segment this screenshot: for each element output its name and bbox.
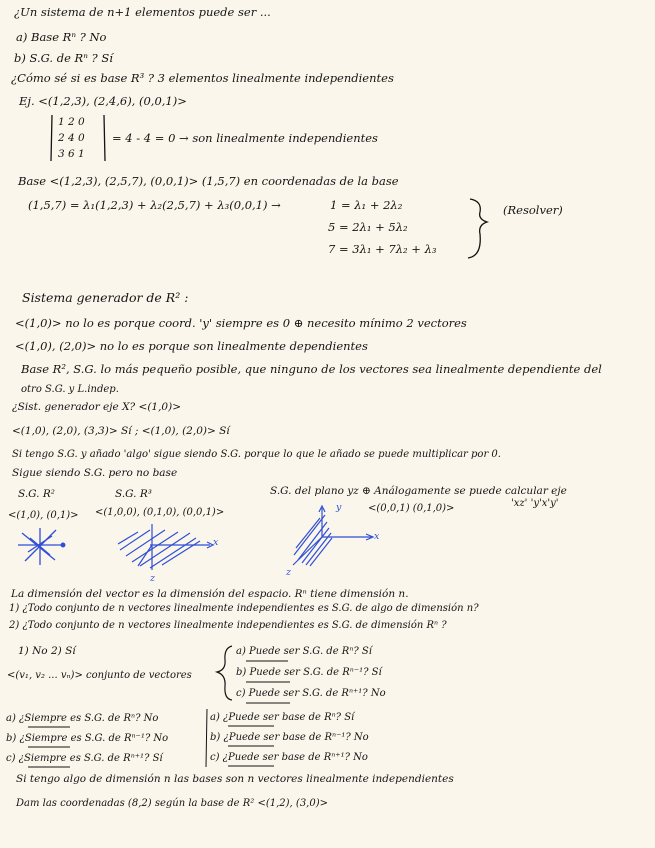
note-line-4: ¿Cómo sé si es base R³ ? 3 elementos linealmente independientes bbox=[11, 71, 394, 85]
note-line-14: ¿Sist. generador eje X? <(1,0)> bbox=[12, 401, 182, 413]
system-eq-1: 1 = λ₁ + 2λ₂ bbox=[330, 198, 403, 212]
note-line-13: otro S.G. y L.indep. bbox=[21, 384, 119, 395]
note-line-11: <(1,0), (2,0)> no lo es porque son linealmente dependientes bbox=[15, 339, 368, 353]
note-line-7: Base <(1,2,3), (2,5,7), (0,0,1)> (1,5,7) en coordenadas de la base bbox=[18, 174, 399, 188]
note-line-9: Sistema generador de R² : bbox=[22, 290, 189, 305]
note-line-16: Si tengo S.G. y añado 'algo' sigue siendo S.G. porque lo que le añado se puede multiplicar por 0. bbox=[12, 449, 501, 460]
note-line-24: Dam las coordenadas (8,2) según la base de R² <(1,2), (3,0)> bbox=[16, 798, 328, 809]
note-line-6: = 4 - 4 = 0 → son linealmente independientes bbox=[112, 131, 378, 145]
graph1-title: S.G. R² bbox=[18, 488, 55, 500]
graph3-axes: 'xz' 'y'x'y' bbox=[511, 498, 559, 509]
note-line-1: ¿Un sistema de n+1 elementos puede ser ... bbox=[14, 5, 271, 19]
note-line-20: 2) ¿Todo conjunto de n vectores linealmente independientes es S.G. de dimensión Rⁿ ? bbox=[9, 620, 447, 631]
note-line-2: a) Base Rⁿ ? No bbox=[16, 30, 107, 44]
graph2-x-label: x bbox=[213, 537, 219, 548]
det-left-bar bbox=[51, 115, 52, 161]
note-line-5: Ej. <(1,2,3), (2,4,6), (0,0,1)> bbox=[19, 94, 187, 108]
graph2-r3 bbox=[118, 524, 213, 570]
always-sg-b: b) ¿Siempre es S.G. de Rⁿ⁻¹? No bbox=[6, 733, 169, 744]
system-eq-3: 7 = 3λ₁ + 7λ₂ + λ₃ bbox=[328, 242, 437, 256]
can-be-sg-b: b) Puede ser S.G. de Rⁿ⁻¹? Sí bbox=[236, 667, 382, 678]
always-sg-a: a) ¿Siempre es S.G. de Rⁿ? No bbox=[6, 713, 159, 724]
graph2-set: <(1,0,0), (0,1,0), (0,0,1)> bbox=[95, 507, 225, 518]
resolver-label: (Resolver) bbox=[503, 203, 563, 217]
system-eq-2: 5 = 2λ₁ + 5λ₂ bbox=[328, 220, 408, 234]
options-brace bbox=[217, 646, 232, 700]
note-line-10: <(1,0)> no lo es porque coord. 'y' siempre es 0 ⊕ necesito mínimo 2 vectores bbox=[15, 316, 467, 330]
matrix-row-3: 3 6 1 bbox=[58, 148, 85, 160]
note-line-8: (1,5,7) = λ₁(1,2,3) + λ₂(2,5,7) + λ₃(0,0,1) → bbox=[28, 198, 281, 212]
can-be-base-b: b) ¿Puede ser base de Rⁿ⁻¹? No bbox=[210, 732, 369, 743]
note-line-23: Si tengo algo de dimensión n las bases son n vectores linealmente independientes bbox=[16, 773, 454, 785]
graph3-x-label: x bbox=[374, 531, 380, 542]
note-line-19: 1) ¿Todo conjunto de n vectores linealmente independientes es S.G. de algo de dimensión n? bbox=[9, 603, 479, 614]
matrix-row-1: 1 2 0 bbox=[58, 116, 85, 128]
note-line-3: b) S.G. de Rⁿ ? Sí bbox=[14, 51, 113, 65]
graph1-r2 bbox=[18, 528, 65, 565]
graph2-z-label: z bbox=[150, 573, 156, 584]
note-line-15: <(1,0), (2,0), (3,3)> Sí ; <(1,0), (2,0)> Sí bbox=[12, 425, 230, 437]
graph3-title: S.G. del plano yz ⊕ Análogamente se puede calcular eje bbox=[270, 485, 567, 497]
always-sg-c: c) ¿Siempre es S.G. de Rⁿ⁺¹? Sí bbox=[6, 753, 163, 764]
can-be-base-c: c) ¿Puede ser base de Rⁿ⁺¹? No bbox=[210, 752, 368, 763]
det-right-bar bbox=[104, 115, 105, 161]
resolver-brace bbox=[468, 199, 487, 258]
graph3-yz bbox=[293, 506, 373, 566]
note-line-17: Sigue siendo S.G. pero no base bbox=[12, 467, 178, 479]
note-line-12: Base R², S.G. lo más pequeño posible, que ninguno de los vectores sea linealmente dependiente del bbox=[21, 362, 602, 376]
column-divider bbox=[206, 709, 207, 767]
note-line-22: <(v₁, v₂ ... vₙ)> conjunto de vectores bbox=[7, 670, 192, 681]
graph1-set: <(1,0), (0,1)> bbox=[8, 510, 79, 521]
graph3-set: <(0,0,1) (0,1,0)> bbox=[368, 503, 455, 514]
can-be-base-a: a) ¿Puede ser base de Rⁿ? Sí bbox=[210, 712, 355, 723]
graph2-title: S.G. R³ bbox=[115, 488, 152, 500]
matrix-row-2: 2 4 0 bbox=[58, 132, 85, 144]
graph3-y-label: y bbox=[336, 502, 342, 513]
note-line-18: La dimensión del vector es la dimensión del espacio. Rⁿ tiene dimensión n. bbox=[11, 588, 409, 600]
note-line-21: 1) No 2) Sí bbox=[18, 645, 76, 657]
can-be-sg-c: c) Puede ser S.G. de Rⁿ⁺¹? No bbox=[236, 688, 386, 699]
can-be-sg-a: a) Puede ser S.G. de Rⁿ? Sí bbox=[236, 646, 372, 657]
graph3-z-label: z bbox=[286, 567, 292, 578]
